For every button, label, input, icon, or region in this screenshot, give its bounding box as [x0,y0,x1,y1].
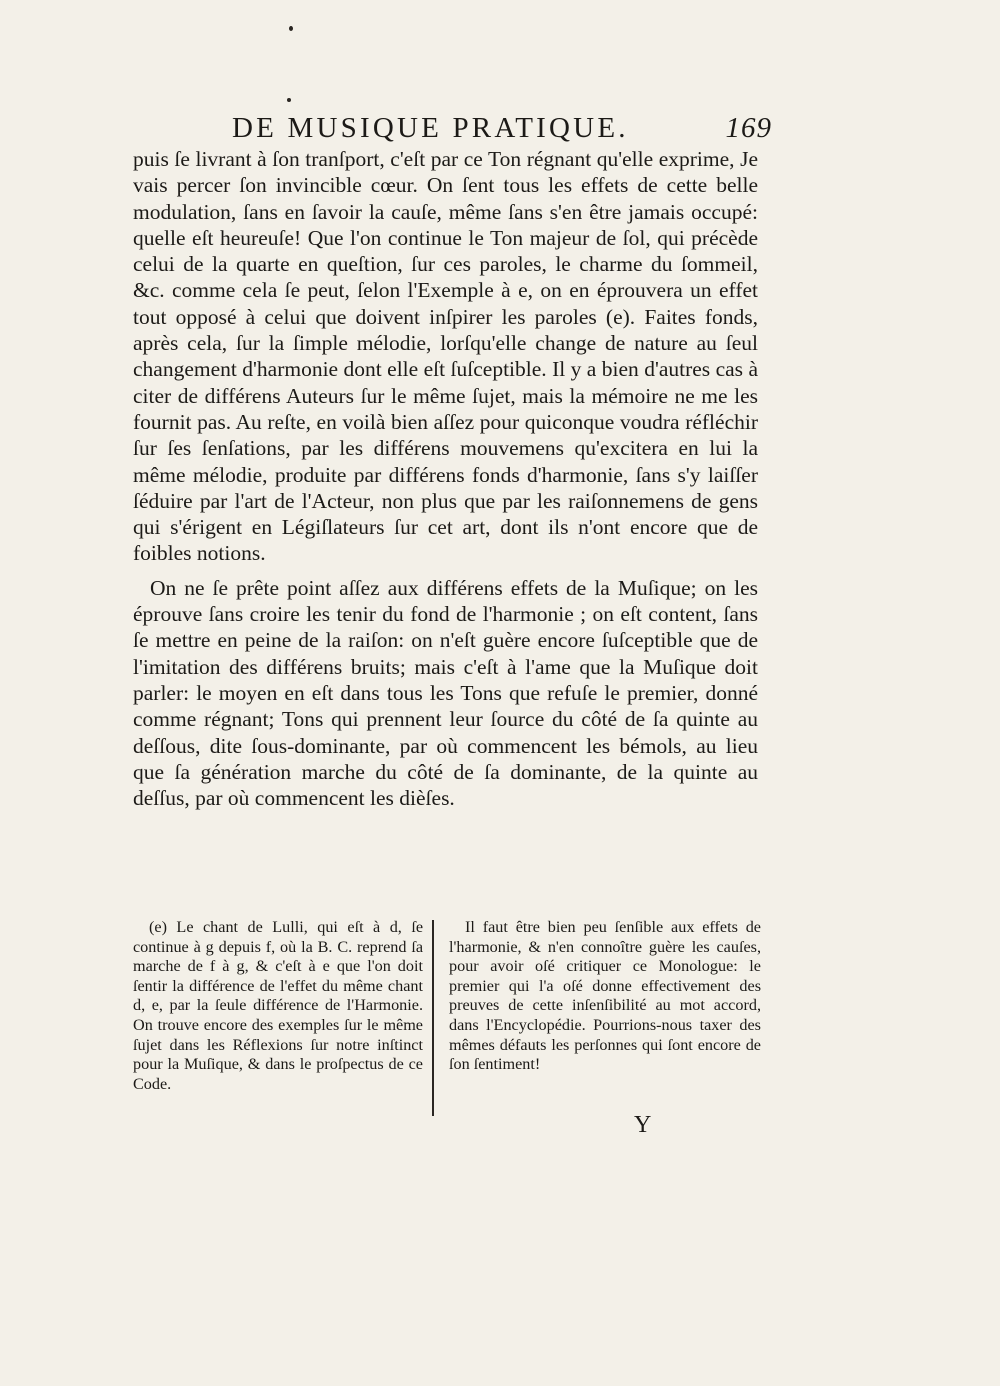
footnote-right: Il faut être bien peu ſenſible aux effets de l'harmonie, & n'en connoître guère les cauſes, pour avoir oſé critiquer ce Monologue: le premier qui l'a oſé donne effectivement des preuves de cette inſenſibilité au mot accord, dans l'Encyclopédie. Pourrions-nous taxer des mêmes défauts les perſonnes qui ſont encore de ſon ſentiment! [449,918,761,1074]
running-title: DE MUSIQUE PRATIQUE. [232,112,629,144]
signature-mark: Y [634,1112,653,1138]
ink-speck [287,98,291,102]
main-text [133,146,758,811]
paragraph: On ne ſe prête point aſſez aux différens effets de la Muſique; on les éprouve ſans croire les tenir du fond de l'harmonie ; on eſt content, ſans ſe mettre en peine de la raiſon: on n'eſt guère encore ſuſceptible que de l'imitation des différens bruits; mais c'eſt à l'ame que la Muſique doit parler: le moyen en eſt dans tous les Tons que refuſe le premier, donné comme régnant; Tons qui prennent leur ſource du côté de ſa quinte au deſſous, dite ſous-dominante, par où commencent les bémols, au lieu que ſa génération marche du côté de ſa dominante, de la quinte au deſſus, par où commencent les dièſes. [133,575,758,811]
footnotes [133,918,761,1118]
ink-speck [289,26,293,31]
footnote-left: (e) Le chant de Lulli, qui eſt à d, ſe continue à g depuis f, où la B. C. reprend ſa marche de f à g, & c'eſt à e que l'on doit ſentir la différence de l'effet du même chant d, e, par la ſeule différence de l'Harmonie. On trouve encore des exemples ſur le même ſujet dans les Réflexions ſur notre inſtinct pour la Muſique, & dans le proſpectus de ce Code. [133,918,423,1093]
column-rule [432,920,434,1116]
paragraph: puis ſe livrant à ſon tranſport, c'eſt par ce Ton régnant qu'elle exprime, Je vais percer ſon invincible cœur. On ſent tous les effets de cette belle modulation, ſans en ſavoir la cauſe, même ſans s'en être jamais occupé: quelle eſt heureuſe! Que l'on continue le Ton majeur de ſol, qui précède celui de la quarte en queſtion, ſur ces paroles, le charme du ſommeil, &c. comme cela ſe peut, ſelon l'Exemple à e, on en éprouvera un effet tout opposé à celui que doivent inſpirer les paroles (e). Faites fonds, après cela, ſur la ſimple mélodie, lorſqu'elle change de nature au ſeul changement d'harmonie dont elle eſt ſuſceptible. Il y a bien d'autres cas à citer de différens Auteurs ſur le même ſujet, mais la mémoire ne me les fournit pas. Au reſte, en voilà bien aſſez pour quiconque voudra réfléchir ſur ſes ſenſations, par les différens mouvemens qu'excitera en lui la même mélodie, produite par différens fonds d'harmonie, ſans s'y laiſſer ſéduire par l'art de l'Acteur, non plus que par les raiſonnemens de gens qui s'érigent en Légiſlateurs ſur cet art, dont ils n'ont encore que de foibles notions. [133,147,758,566]
page-number: 169 [725,112,772,144]
